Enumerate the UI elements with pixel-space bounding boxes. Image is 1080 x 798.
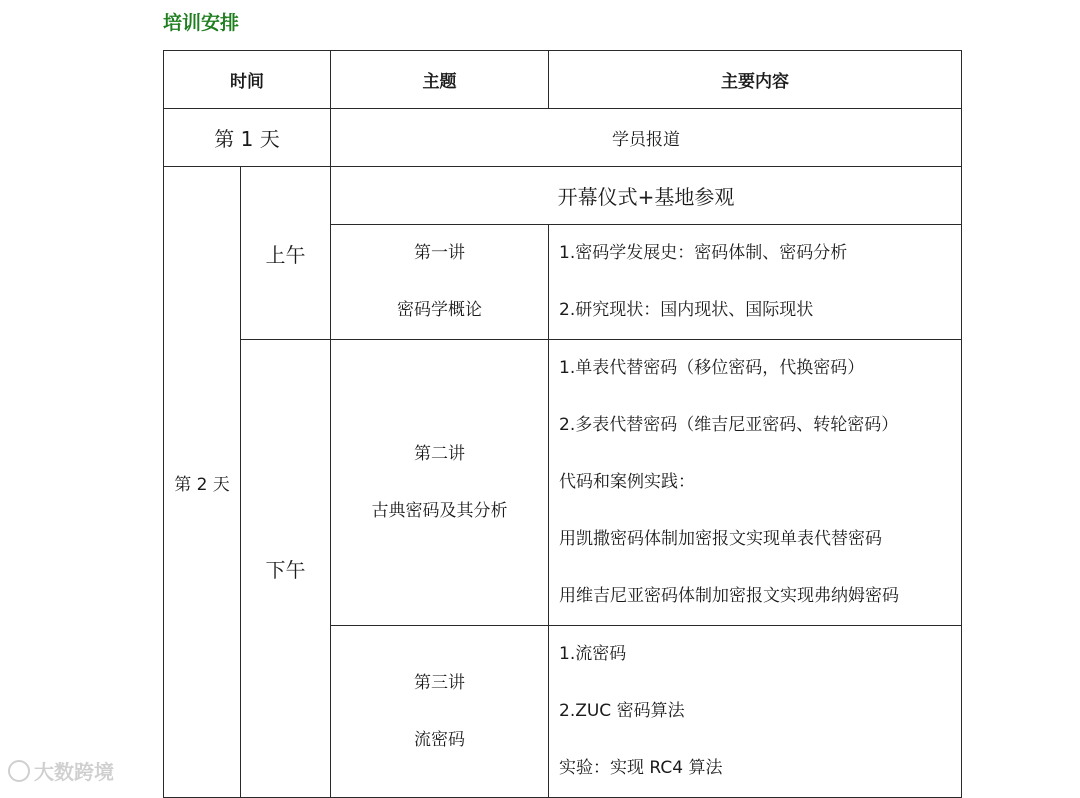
list-item: 1.流密码 bbox=[559, 644, 627, 664]
header-topic: 主题 bbox=[331, 51, 549, 109]
lecture1-content bbox=[549, 225, 962, 340]
day1-label: 第 1 天 bbox=[164, 109, 331, 167]
list-item: 用凯撒密码体制加密报文实现单表代替密码 bbox=[559, 529, 882, 549]
lecture2-topic bbox=[331, 340, 549, 626]
lecture3-title: 流密码 bbox=[414, 729, 465, 750]
section-title: 培训安排 bbox=[163, 12, 240, 34]
day1-row bbox=[164, 109, 962, 167]
lecture2-number: 第二讲 bbox=[414, 443, 465, 464]
training-schedule-table bbox=[163, 50, 962, 798]
lecture3-number: 第三讲 bbox=[414, 672, 465, 693]
list-item: 1.单表代替密码（移位密码，代换密码） bbox=[559, 358, 865, 378]
lecture3-topic bbox=[331, 626, 549, 798]
day2-opening-row bbox=[164, 167, 962, 225]
list-item: 2.ZUC 密码算法 bbox=[559, 701, 685, 721]
header-time: 时间 bbox=[164, 51, 331, 109]
lecture2-content bbox=[549, 340, 962, 626]
lecture1-title: 密码学概论 bbox=[397, 300, 482, 320]
morning-label: 上午 bbox=[241, 167, 331, 340]
day1-content: 学员报道 bbox=[331, 109, 962, 167]
header-row bbox=[164, 51, 962, 109]
watermark-text: 大数跨境 bbox=[34, 760, 114, 784]
list-item: 2.研究现状：国内现状、国际现状 bbox=[559, 300, 814, 320]
list-item: 实验：实现 RC4 算法 bbox=[559, 758, 723, 778]
lecture3-content bbox=[549, 626, 962, 798]
lecture1-number: 第一讲 bbox=[414, 243, 465, 263]
lecture2-title: 古典密码及其分析 bbox=[371, 500, 508, 521]
watermark-logo-icon bbox=[8, 760, 30, 782]
list-item: 用维吉尼亚密码体制加密报文实现弗纳姆密码 bbox=[559, 586, 899, 606]
lecture2-row bbox=[164, 340, 962, 626]
opening-ceremony: 开幕仪式+基地参观 bbox=[331, 167, 962, 225]
watermark bbox=[8, 756, 114, 785]
header-content: 主要内容 bbox=[549, 51, 962, 109]
day2-label: 第 2 天 bbox=[164, 167, 241, 798]
list-item: 2.多表代替密码（维吉尼亚密码、转轮密码） bbox=[559, 415, 899, 435]
lecture1-topic bbox=[331, 225, 549, 340]
list-item: 代码和案例实践： bbox=[559, 472, 695, 492]
list-item: 1.密码学发展史：密码体制、密码分析 bbox=[559, 243, 848, 263]
afternoon-label: 下午 bbox=[241, 340, 331, 798]
